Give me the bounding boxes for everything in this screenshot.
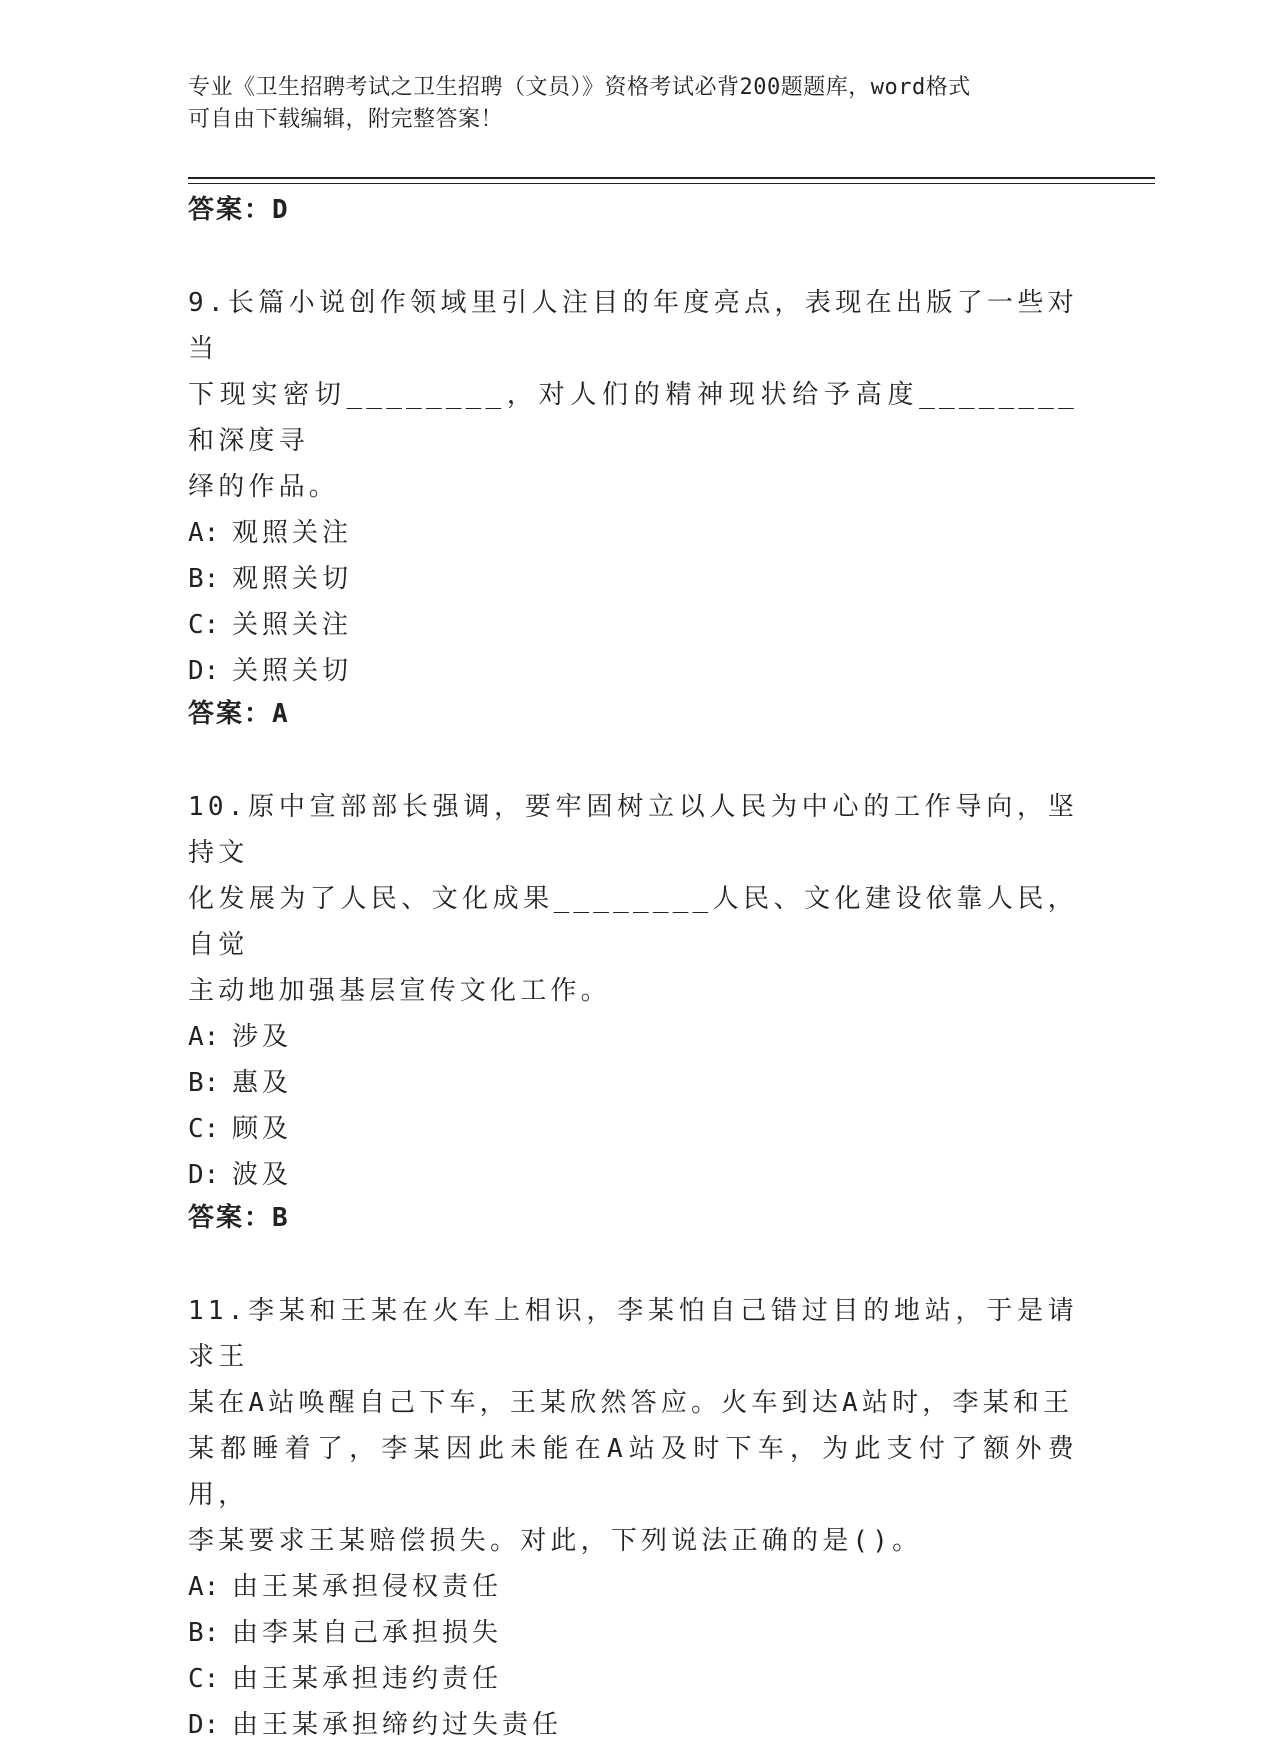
option-b xyxy=(188,1060,1078,1106)
answer-value: D xyxy=(272,195,290,225)
question-11 xyxy=(188,1288,1078,1748)
answer-label: 答案： xyxy=(188,699,273,729)
question-stem xyxy=(188,1288,1078,1564)
option-letter: A: xyxy=(188,1022,220,1052)
stem-line: 某都睡着了，李某因此未能在A站及时下车，为此支付了额外费用， xyxy=(188,1434,1078,1510)
option-letter: B: xyxy=(188,564,220,594)
header-divider-thin xyxy=(188,183,1155,184)
stem-line: 李某要求王某赔偿损失。对此，下列说法正确的是()。 xyxy=(188,1526,923,1556)
option-c xyxy=(188,1656,1078,1702)
option-d xyxy=(188,648,1078,694)
header-divider-thick xyxy=(188,177,1155,179)
stem-line: 10.原中宣部部长强调，要牢固树立以人民为中心的工作导向，坚持文 xyxy=(188,792,1078,868)
option-text: 由王某承担侵权责任 xyxy=(232,1572,503,1602)
option-letter: D: xyxy=(188,1160,220,1190)
stem-line: 11.李某和王某在火车上相识，李某怕自己错过目的地站，于是请求王 xyxy=(188,1296,1078,1372)
stem-line: 化发展为了人民、文化成果________人民、文化建设依靠人民，自觉 xyxy=(188,884,1078,960)
question-10 xyxy=(188,784,1078,1244)
question-content xyxy=(188,190,1078,1748)
option-letter: D: xyxy=(188,656,220,686)
option-text: 惠及 xyxy=(232,1068,293,1098)
option-letter: B: xyxy=(188,1618,220,1648)
question-9 xyxy=(188,280,1078,740)
option-b xyxy=(188,1610,1078,1656)
option-c xyxy=(188,602,1078,648)
option-a xyxy=(188,1014,1078,1060)
option-letter: C: xyxy=(188,1664,220,1694)
answer-value: A xyxy=(272,699,290,729)
option-letter: A: xyxy=(188,518,220,548)
option-letter: B: xyxy=(188,1068,220,1098)
answer-label: 答案： xyxy=(188,1203,273,1233)
question-answer xyxy=(188,1198,1078,1244)
option-text: 顾及 xyxy=(232,1114,293,1144)
option-text: 涉及 xyxy=(232,1022,293,1052)
option-a xyxy=(188,510,1078,556)
option-letter: A: xyxy=(188,1572,220,1602)
stem-line: 9.长篇小说创作领域里引人注目的年度亮点，表现在出版了一些对当 xyxy=(188,288,1078,364)
stem-line: 主动地加强基层宣传文化工作。 xyxy=(188,976,611,1006)
option-d xyxy=(188,1702,1078,1748)
header-line-1: 专业《卫生招聘考试之卫生招聘（文员）》资格考试必背200题题库，word格式 xyxy=(188,75,971,100)
option-b xyxy=(188,556,1078,602)
option-letter: D: xyxy=(188,1710,220,1740)
option-text: 关照关切 xyxy=(232,656,353,686)
question-answer xyxy=(188,694,1078,740)
option-text: 观照关注 xyxy=(232,518,353,548)
option-text: 由王某承担违约责任 xyxy=(232,1664,503,1694)
answer-label: 答案： xyxy=(188,195,273,225)
question-stem xyxy=(188,784,1078,1014)
option-text: 波及 xyxy=(232,1160,293,1190)
question-stem xyxy=(188,280,1078,510)
option-c xyxy=(188,1106,1078,1152)
option-letter: C: xyxy=(188,610,220,640)
previous-answer xyxy=(188,190,1078,236)
stem-line: 绎的作品。 xyxy=(188,472,340,502)
header-line-2: 可自由下载编辑，附完整答案！ xyxy=(188,107,504,132)
answer-value: B xyxy=(272,1203,290,1233)
stem-line: 某在A站唤醒自己下车，王某欣然答应。火车到达A站时，李某和王 xyxy=(188,1388,1074,1418)
stem-line: 下现实密切________，对人们的精神现状给予高度________和深度寻 xyxy=(188,380,1078,456)
option-a xyxy=(188,1564,1078,1610)
option-letter: C: xyxy=(188,1114,220,1144)
option-text: 由王某承担缔约过失责任 xyxy=(232,1710,563,1740)
option-text: 观照关切 xyxy=(232,564,353,594)
page-header xyxy=(188,72,1068,136)
option-text: 关照关注 xyxy=(232,610,353,640)
option-text: 由李某自己承担损失 xyxy=(232,1618,503,1648)
option-d xyxy=(188,1152,1078,1198)
